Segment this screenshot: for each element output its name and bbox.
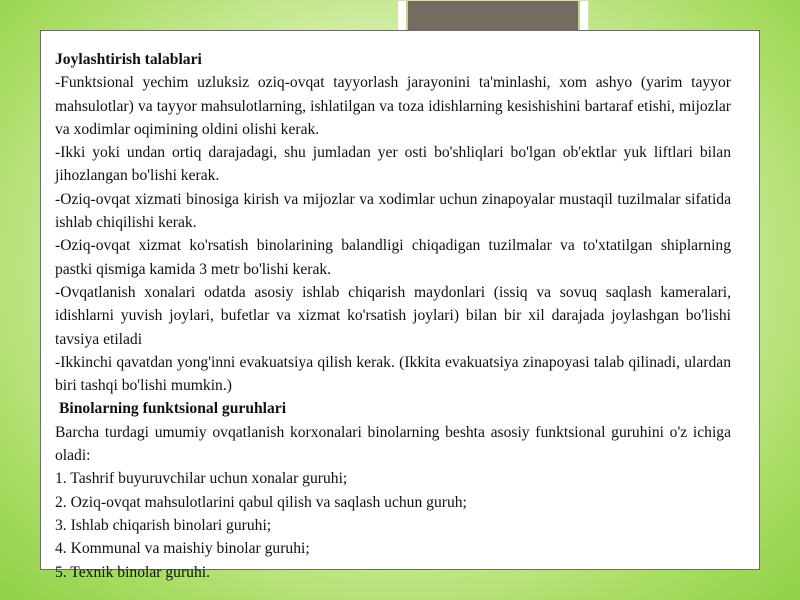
paragraph: -Ikkinchi qavatdan yong'inni evakuatsiya qilish kerak. (Ikkita evakuatsiya zinapoyasi talab qilinadi, ulardan biri tashqi bo'lishi mumkin.)	[55, 353, 731, 395]
list-item: 2. Oziq-ovqat mahsulotlarini qabul qilish va saqlash uchun guruh;	[55, 493, 467, 511]
list-item: 4. Kommunal va maishiy binolar guruhi;	[55, 540, 310, 558]
intro-paragraph: Barcha turdagi umumiy ovqatlanish korxonalari binolarning beshta asosiy funktsional guruhini o'z ichiga oladi:	[55, 423, 731, 465]
paragraph: -Ikki yoki undan ortiq darajadagi, shu jumladan yer osti bo'shliqlari bo'lgan ob'ektlar yuk liftlari bilan jihozlangan bo'lishi kerak.	[55, 144, 731, 185]
list-item: 5. Texnik binolar guruhi.	[55, 563, 210, 581]
paragraph: -Ovqatlanish xonalari odatda asosiy ishlab chiqarish maydonlari (issiq va sovuq saqlash kameralari, idishlarni yuvish joylari, bufetlar va xizmat ko'rsatish joylari) bilan bir xil darajada joylashgan bo'lishi tavsiya etiladi	[55, 283, 731, 348]
section-heading-functional-groups: Binolarning funktsional guruhlari	[59, 400, 287, 418]
paragraph: -Oziq-ovqat xizmat ko'rsatish binolarining balandligi chiqadigan tuzilmalar va to'xtatilgan shiplarning pastki qismiga kamida 3 metr bo'lishi kerak.	[55, 237, 731, 278]
paragraph: -Funktsional yechim uzluksiz oziq-ovqat tayyorlash jarayonini ta'minlashi, xom ashyo (yarim tayyor mahsulotlar) va tayyor mahsulotlarning, ishlatilgan va toza idishlarning kesishishini bartaraf etishi, mijozlar va xodimlar oqimining oldini olishi kerak.	[55, 74, 731, 138]
list-item: 3. Ishlab chiqarish binolari guruhi;	[55, 516, 272, 534]
paragraph: -Oziq-ovqat xizmati binosiga kirish va mijozlar va xodimlar uchun zinapoyalar mustaqil tuzilmalar sifatida ishlab chiqilishi kerak.	[55, 190, 731, 232]
list-item: 1. Tashrif buyuruvchilar uchun xonalar guruhi;	[55, 470, 348, 488]
section-heading-placement: Joylashtirish talablari	[55, 51, 202, 68]
text-panel	[40, 30, 760, 581]
